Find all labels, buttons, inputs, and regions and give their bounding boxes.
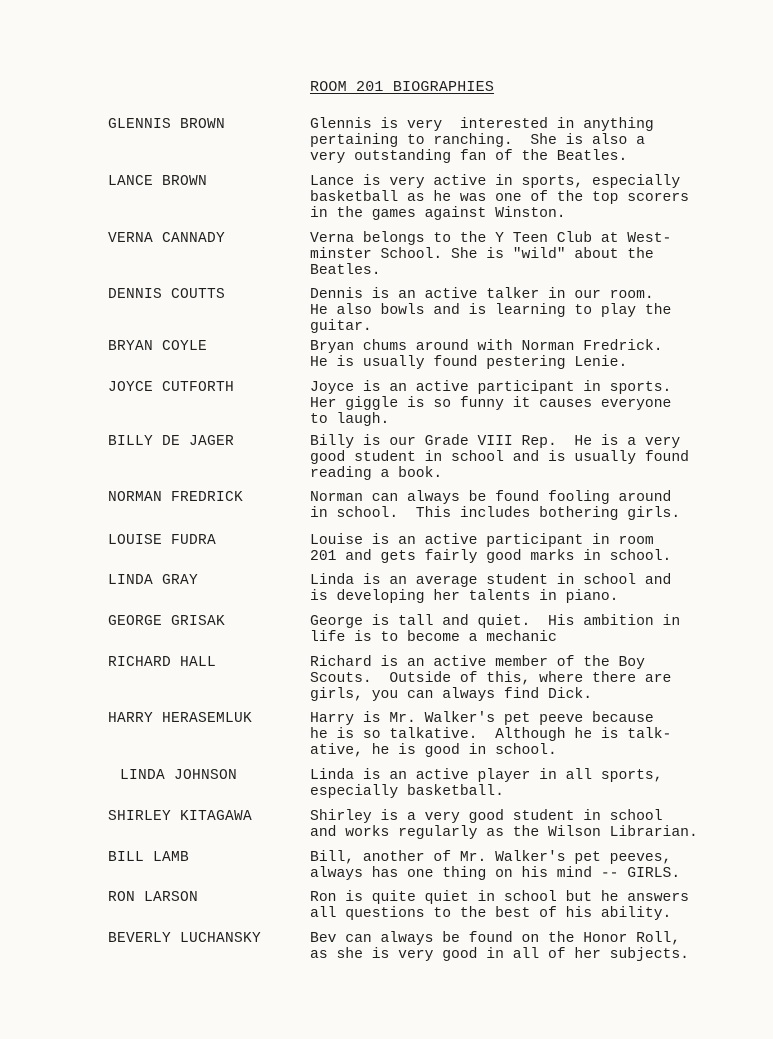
biography-line: Beatles. — [310, 263, 381, 280]
biography-line: life is to become a mechanic — [310, 630, 557, 647]
biography-line: and works regularly as the Wilson Librarian. — [310, 825, 698, 842]
biography-line: Shirley is a very good student in school — [310, 809, 663, 825]
biography-line: Richard is an active member of the Boy — [310, 655, 645, 671]
biography-line: He is usually found pestering Lenie. — [310, 355, 628, 372]
biography-line: Norman can always be found fooling around — [310, 490, 672, 506]
biography-line: Ron is quite quiet in school but he answers — [310, 890, 689, 906]
student-biography — [310, 809, 750, 841]
student-biography — [310, 490, 750, 522]
student-name: VERNA CANNADY — [108, 231, 226, 247]
student-name: GEORGE GRISAK — [108, 614, 226, 630]
biography-line: Bill, another of Mr. Walker's pet peeves, — [310, 850, 672, 866]
biography-line: reading a book. — [310, 466, 443, 483]
student-name: BEVERLY LUCHANSKY — [108, 931, 262, 947]
biography-line: always has one thing on his mind -- GIRLS. — [310, 866, 681, 883]
biography-line: Billy is our Grade VIII Rep. He is a very — [310, 434, 681, 450]
student-biography — [310, 655, 750, 704]
biography-line: all questions to the best of his ability. — [310, 906, 672, 923]
student-biography — [310, 287, 750, 336]
student-biography — [310, 890, 750, 922]
student-biography — [310, 174, 750, 223]
biography-line: girls, you can always find Dick. — [310, 687, 593, 704]
biography-line: as she is very good in all of her subjects. — [310, 947, 689, 964]
biography-line: Louise is an active participant in room — [310, 533, 654, 549]
biography-line: Linda is an active player in all sports, — [310, 768, 663, 784]
student-biography — [310, 380, 750, 429]
biography-line: very outstanding fan of the Beatles. — [310, 149, 628, 166]
student-name: GLENNIS BROWN — [108, 117, 226, 133]
student-biography — [310, 231, 750, 280]
student-name: BRYAN COYLE — [108, 339, 208, 355]
student-name: BILL LAMB — [108, 850, 190, 866]
student-name: RON LARSON — [108, 890, 199, 906]
biography-line: Glennis is very interested in anything — [310, 117, 654, 133]
student-biography — [310, 573, 750, 605]
student-biography — [310, 339, 750, 371]
biography-line: ative, he is good in school. — [310, 743, 557, 760]
biography-line: good student in school and is usually found — [310, 450, 689, 467]
student-name: HARRY HERASEMLUK — [108, 711, 253, 727]
biography-line: Lance is very active in sports, especially — [310, 174, 681, 190]
biography-line: Linda is an average student in school and — [310, 573, 672, 589]
biography-line: pertaining to ranching. She is also a — [310, 133, 645, 150]
student-name: LANCE BROWN — [108, 174, 208, 190]
student-biography — [310, 850, 750, 882]
student-biography — [310, 931, 750, 963]
biography-line: minster School. She is "wild" about the — [310, 247, 654, 264]
biography-line: He also bowls and is learning to play the — [310, 303, 672, 320]
student-name: BILLY DE JAGER — [108, 434, 235, 450]
biography-line: Scouts. Outside of this, where there are — [310, 671, 672, 688]
biography-line: in school. This includes bothering girls. — [310, 506, 681, 523]
biography-line: to laugh. — [310, 412, 390, 429]
biography-line: basketball as he was one of the top scorers — [310, 190, 689, 207]
student-biography — [310, 117, 750, 166]
student-biography — [310, 614, 750, 646]
student-name: JOYCE CUTFORTH — [108, 380, 235, 396]
student-name: LOUISE FUDRA — [108, 533, 217, 549]
student-biography — [310, 768, 750, 800]
biography-line: Her giggle is so funny it causes everyone — [310, 396, 672, 413]
student-name: LINDA JOHNSON — [120, 768, 238, 784]
student-name: DENNIS COUTTS — [108, 287, 226, 303]
biography-line: especially basketball. — [310, 784, 504, 801]
student-name: LINDA GRAY — [108, 573, 199, 589]
biography-line: Bryan chums around with Norman Fredrick. — [310, 339, 663, 355]
student-biography — [310, 434, 750, 483]
student-name: RICHARD HALL — [108, 655, 217, 671]
biography-line: he is so talkative. Although he is talk- — [310, 727, 672, 744]
biography-line: guitar. — [310, 319, 372, 336]
student-biography — [310, 711, 750, 760]
biography-line: Harry is Mr. Walker's pet peeve because — [310, 711, 654, 727]
biography-line: is developing her talents in piano. — [310, 589, 619, 606]
student-name: SHIRLEY KITAGAWA — [108, 809, 253, 825]
page-title: ROOM 201 BIOGRAPHIES — [310, 79, 495, 96]
student-name: NORMAN FREDRICK — [108, 490, 244, 506]
biography-line: in the games against Winston. — [310, 206, 566, 223]
biography-line: George is tall and quiet. His ambition in — [310, 614, 681, 630]
biography-line: 201 and gets fairly good marks in school. — [310, 549, 672, 566]
biography-line: Verna belongs to the Y Teen Club at West- — [310, 231, 672, 247]
biography-line: Dennis is an active talker in our room. — [310, 287, 654, 303]
student-biography — [310, 533, 750, 565]
biography-line: Joyce is an active participant in sports. — [310, 380, 672, 396]
biography-line: Bev can always be found on the Honor Roll, — [310, 931, 681, 947]
